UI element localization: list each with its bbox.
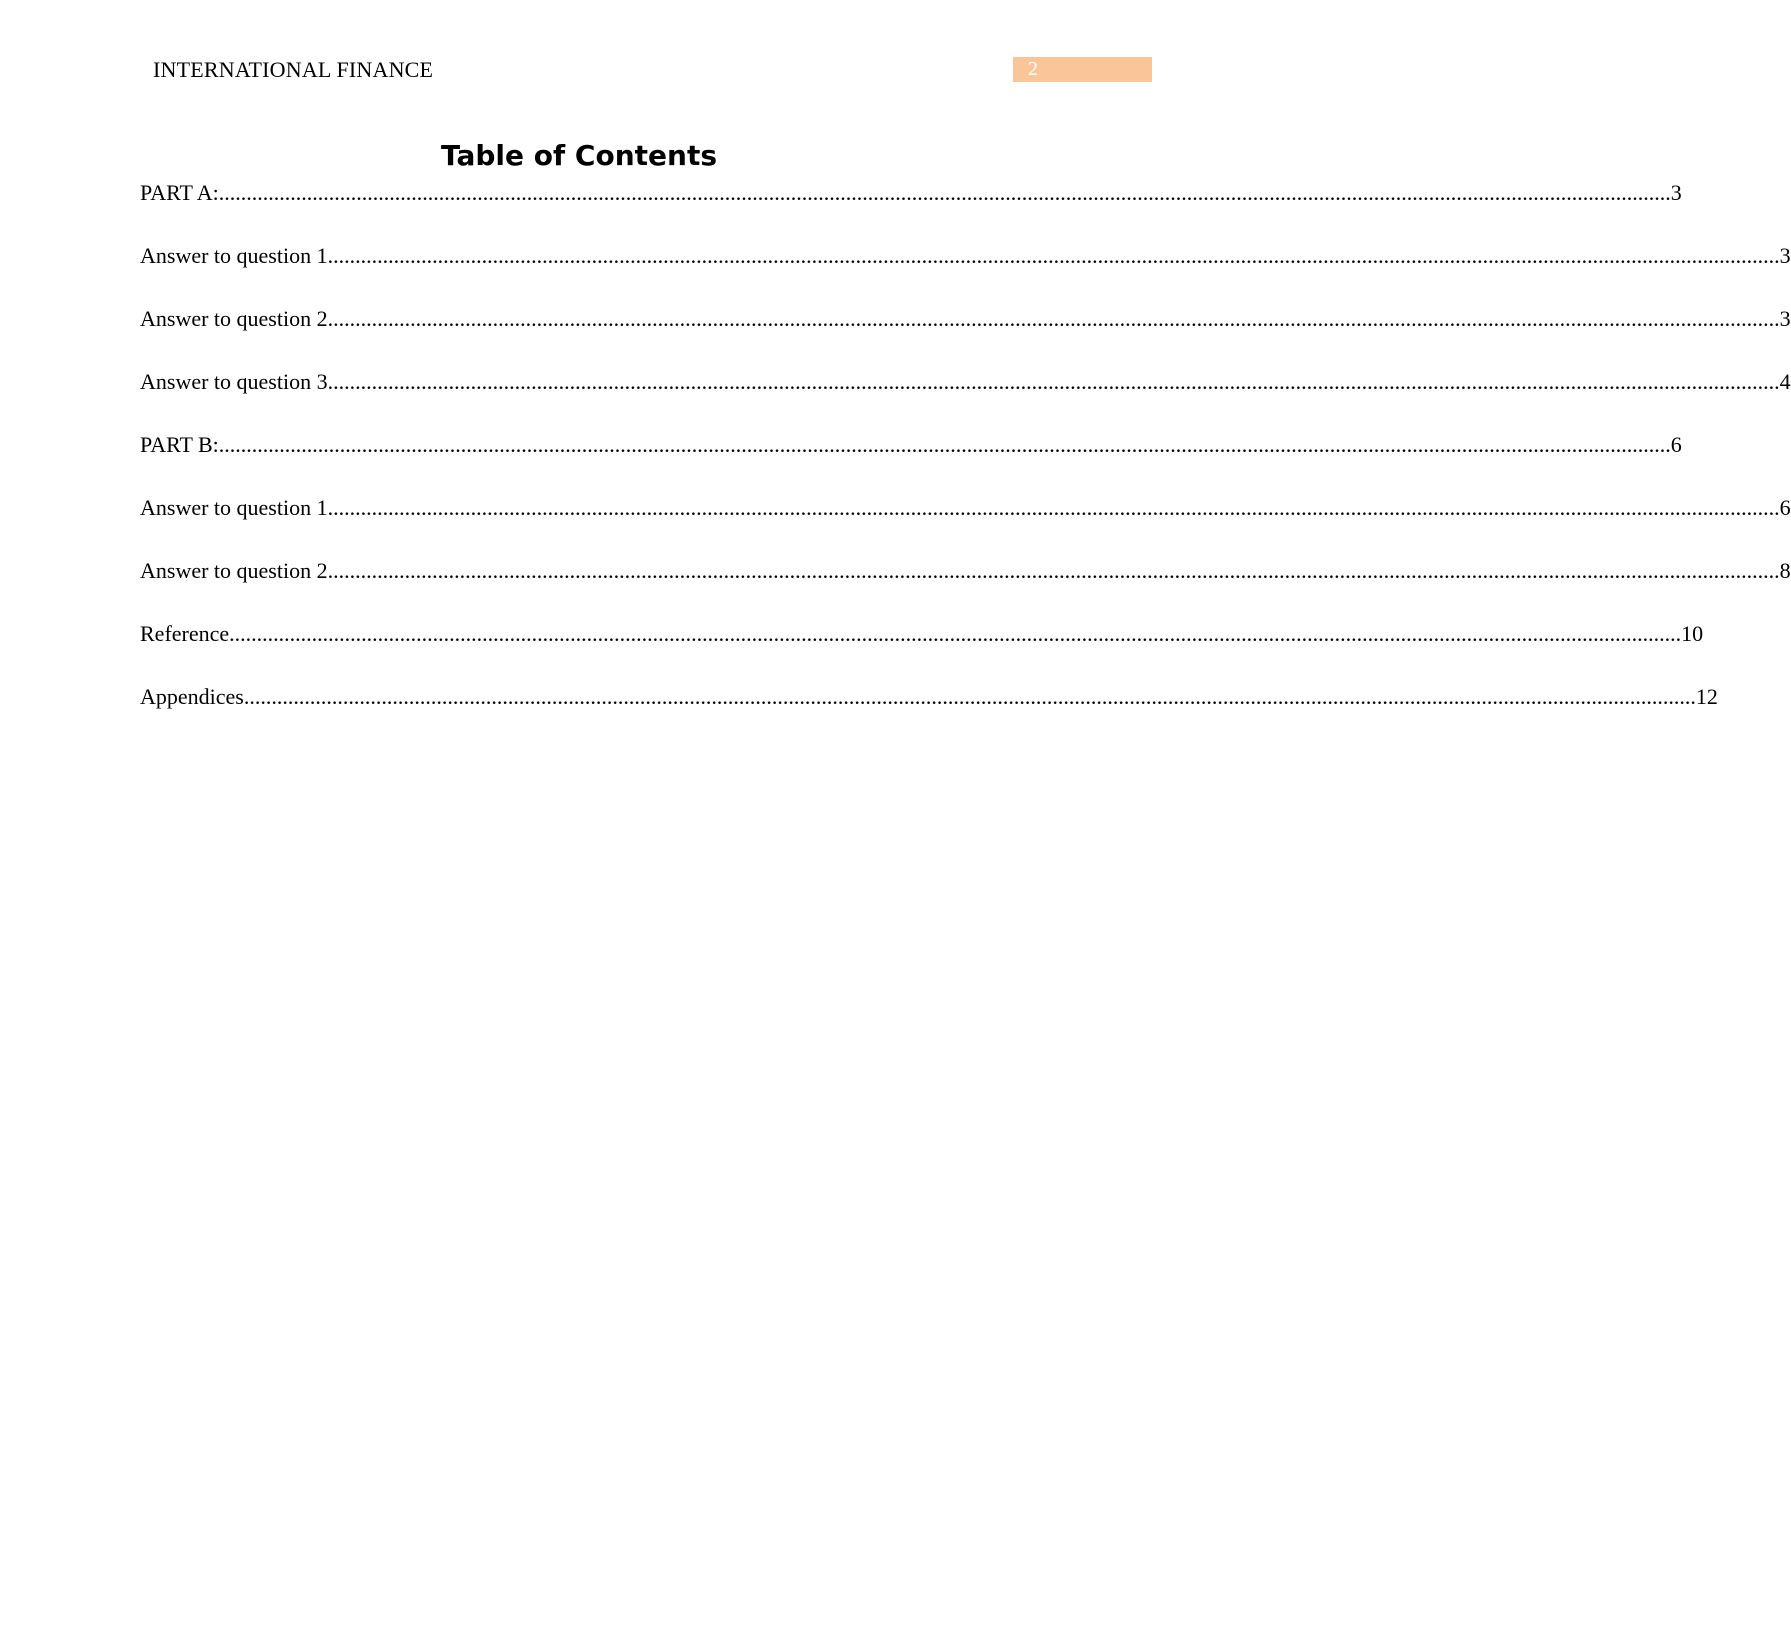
toc-entry-part-b[interactable]	[140, 432, 1682, 495]
toc-dot-leader: ........................................................................................................................................................................................................................................................................	[229, 621, 1682, 646]
page-number: 2	[1028, 58, 1038, 80]
toc-entry-page: 4	[1779, 369, 1791, 394]
page-number-badge	[1013, 57, 1152, 82]
toc-entry-page: 6	[1779, 495, 1791, 520]
toc-entry-page: 3	[1779, 306, 1791, 331]
toc-entry-page: 3	[1779, 243, 1791, 268]
toc-entry-part-a-question-1[interactable]	[140, 243, 1791, 306]
toc-entry-page: 8	[1779, 558, 1791, 583]
toc-entry-part-a[interactable]	[140, 180, 1682, 243]
toc-entry-page: 10	[1681, 621, 1704, 646]
toc-entry-label: Answer to question 2	[140, 306, 328, 331]
toc-entry-part-b-question-2[interactable]	[140, 558, 1791, 621]
toc-dot-leader: ........................................................................................................................................................................................................................................................................	[218, 432, 1671, 457]
toc-dot-leader: ........................................................................................................................................................................................................................................................................	[218, 180, 1671, 205]
toc-dot-leader: ........................................................................................................................................................................................................................................................................	[327, 369, 1780, 394]
toc-entry-label: Answer to question 1	[140, 243, 328, 268]
toc-entry-part-a-question-3[interactable]	[140, 369, 1791, 432]
toc-entry-page: 3	[1670, 180, 1682, 205]
toc-entry-page: 6	[1670, 432, 1682, 457]
toc-dot-leader: ........................................................................................................................................................................................................................................................................	[327, 495, 1780, 520]
table-of-contents	[140, 180, 1791, 747]
toc-dot-leader: ........................................................................................................................................................................................................................................................................	[327, 243, 1780, 268]
toc-dot-leader: ........................................................................................................................................................................................................................................................................	[327, 306, 1780, 331]
toc-dot-leader: ........................................................................................................................................................................................................................................................................	[243, 684, 1696, 709]
toc-entry-label: Answer to question 2	[140, 558, 328, 583]
toc-dot-leader: ........................................................................................................................................................................................................................................................................	[327, 558, 1780, 583]
toc-entry-label: PART B:	[140, 432, 219, 457]
toc-entry-part-b-question-1[interactable]	[140, 495, 1791, 558]
toc-entry-label: Appendices	[140, 684, 244, 709]
toc-entry-page: 12	[1695, 684, 1718, 709]
toc-entry-reference[interactable]	[140, 621, 1704, 684]
toc-entry-label: Answer to question 3	[140, 369, 328, 394]
running-header-title: INTERNATIONAL FINANCE	[153, 57, 434, 82]
toc-entry-part-a-question-2[interactable]	[140, 306, 1791, 369]
toc-entry-appendices[interactable]	[140, 684, 1718, 747]
toc-entry-label: PART A:	[140, 180, 219, 205]
toc-entry-label: Answer to question 1	[140, 495, 328, 520]
toc-heading: Table of Contents	[440, 139, 717, 172]
toc-entry-label: Reference	[140, 621, 230, 646]
